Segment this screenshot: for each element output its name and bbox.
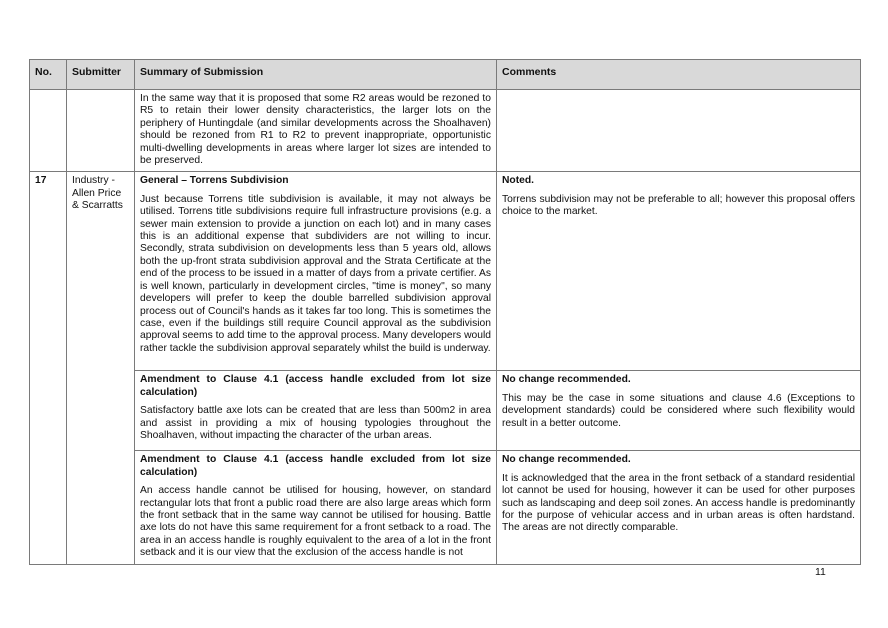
header-submitter: Submitter [67, 60, 135, 90]
comment-text: It is acknowledged that the area in the front setback of a standard residential lot cannot be used for housing, however it can be used for other purposes such as landscaping and deep soil zones. An access handle is predominantly for the purpose of vehicular access and in urban areas is often hardstand. The areas are not directly comparable. [502, 472, 855, 534]
summary-text: Just because Torrens title subdivision is available, it may not always be utilised. Torrens title subdivisions require full infrastructure provisions (e.g. a sewer main extension to provide a junction on each lot) and in many cases this is an additional expense that subdividers are not willing to incur. Secondly, strata subdivision on developments less than 5 years old, allows both the up-front strata subdivision approval and the Strata Certificate at the end of the process to be issued in a matter of days from a private certifier. As is well known, particularly in development circles, "time is money", so many developers will prefer to keep the double barrelled subdivision approval process out of Council's hands as it takes far too long. This is sometimes the case, even if the buildings still require Council approval as the subdivision approval seems to add time to the approval process. Many developers would rather tackle the subdivision approval separately whilst the build is underway. [140, 193, 491, 354]
page-number: 11 [815, 566, 826, 578]
table-row [30, 172, 861, 371]
table-row-continued [30, 90, 861, 172]
comment-text: This may be the case in some situations and clause 4.6 (Exceptions to development standards) could be considered where such flexibility would result in a better outcome. [502, 392, 855, 429]
summary-cell [135, 172, 497, 371]
submitter-name: Industry - Allen Price & Scarratts [67, 172, 135, 564]
submissions-table [29, 59, 861, 565]
summary-text: Satisfactory battle axe lots can be created that are less than 500m2 in area and assist in providing a mix of housing typologies throughout the Shoalhaven, without impacting the character of the urban areas. [140, 405, 491, 442]
summary-heading: Amendment to Clause 4.1 (access handle excluded from lot size calculation) [140, 374, 491, 398]
summary-cell [135, 451, 497, 564]
summary-heading: Amendment to Clause 4.1 (access handle excluded from lot size calculation) [140, 454, 491, 478]
header-summary: Summary of Submission [135, 60, 497, 90]
comments-cell [497, 90, 861, 172]
summary-text: In the same way that it is proposed that some R2 areas would be rezoned to R5 to retain their lower density characteristics, the larger lots on the periphery of Huntingdale (and similar developments across the Shoalhaven) should be rezoned from R1 to R2 to prevent inappropriate, opportunistic multi-dwelling developments in areas where larger lot sizes are intended to be preserved. [140, 93, 491, 167]
comment-heading: No change recommended. [502, 374, 631, 386]
submission-number: 17 [30, 172, 67, 564]
comments-cell [497, 451, 861, 564]
summary-cell [135, 90, 497, 172]
header-comments: Comments [497, 60, 861, 90]
submitter-cell [67, 90, 135, 172]
summary-text: An access handle cannot be utilised for housing, however, on standard rectangular lots that front a public road there are also large areas which form the front setback that in the same way cannot be utilised for housing. Battle axe lots do not have this same requirement for a front setback to a road. The area in an access handle is roughly equivalent to the area of a lot in the front setback and it is our view that the exclusion of the access handle is not [140, 485, 491, 559]
table-row [30, 371, 861, 451]
table-header-row [30, 60, 861, 90]
table-row [30, 451, 861, 564]
comments-cell [497, 371, 861, 451]
summary-cell [135, 371, 497, 451]
comment-text: Torrens subdivision may not be preferable to all; however this proposal offers choice to the market. [502, 193, 855, 218]
no-cell [30, 90, 67, 172]
comment-heading: Noted. [502, 175, 535, 187]
summary-heading: General – Torrens Subdivision [140, 175, 289, 187]
comments-cell [497, 172, 861, 371]
comment-heading: No change recommended. [502, 454, 631, 466]
header-no: No. [30, 60, 67, 90]
